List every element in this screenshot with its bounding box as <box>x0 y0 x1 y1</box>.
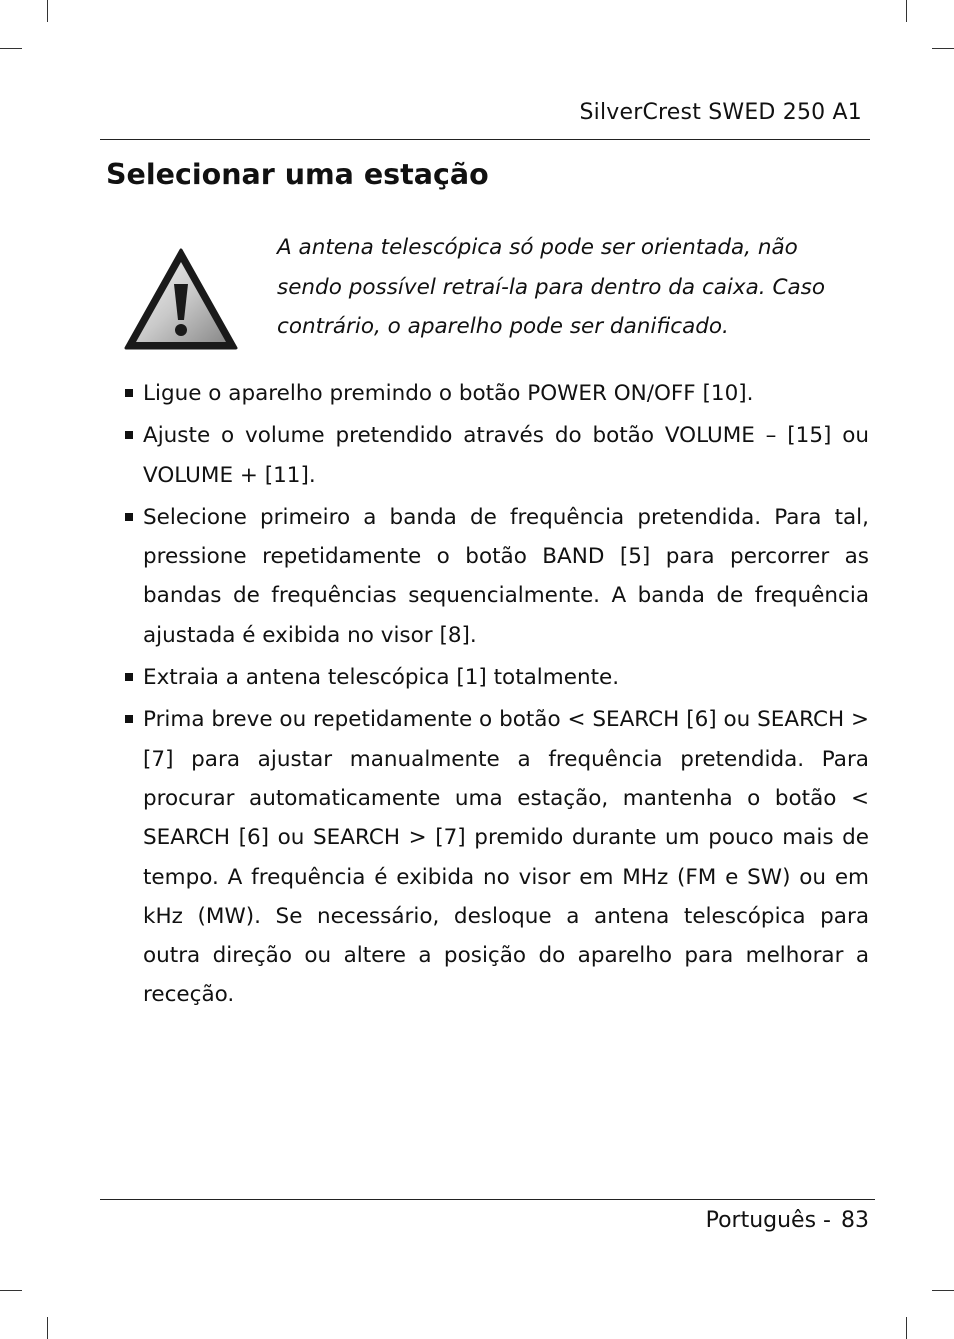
list-item <box>124 416 869 495</box>
footer <box>706 1208 869 1233</box>
bullet-square-icon <box>125 431 133 439</box>
crop-mark <box>932 48 954 49</box>
crop-mark <box>906 1317 907 1339</box>
bullet-square-icon <box>125 389 133 397</box>
bullet-square-icon <box>125 513 133 521</box>
bullet-square-icon <box>125 673 133 681</box>
crop-mark <box>932 1290 954 1291</box>
crop-mark <box>47 0 48 22</box>
crop-mark <box>47 1317 48 1339</box>
list-item-text: Extraia a antena telescópica [1] totalmente. <box>143 665 620 691</box>
crop-mark <box>906 0 907 22</box>
crop-mark <box>0 1290 22 1291</box>
warning-text: A antena telescópica só pode ser orientada, não sendo possível retraí-la para dentro da caixa. Caso contrário, o aparelho pode ser danificado. <box>277 235 826 339</box>
list-item-text: Ajuste o volume pretendido através do botão VOLUME – [15] ou VOLUME + [11]. <box>143 423 869 488</box>
list-item <box>124 374 869 413</box>
list-item <box>124 700 869 1014</box>
list-item-text: Ligue o aparelho premindo o botão POWER ON/OFF [10]. <box>143 381 754 406</box>
list-item-text: Selecione primeiro a banda de frequência pretendida. Para tal, pressione repetidamente o botão BAND [5] para percorrer as bandas de frequências sequencialmente. A banda de frequência ajustada é exibida no visor [8]. <box>143 504 869 648</box>
bullet-square-icon <box>125 715 133 723</box>
footer-language: Português - <box>705 1208 831 1233</box>
list-item-text: Prima breve ou repetidamente o botão < SEARCH [6] ou SEARCH > [7] para ajustar manualmente a frequência pretendida. Para procurar automaticamente uma estação, mantenha o botão < SEARCH [6] ou SEARCH > [7] premido durante um pouco mais de tempo. A frequência é exibida no visor em MHz (FM e SW) ou em kHz (MW). Se necessário, desloque a antena telescópica para outra direção ou altere a posição do aparelho para melhorar a receção. <box>143 707 869 1008</box>
footer-rule <box>100 1199 875 1200</box>
header-product-name: SilverCrest SWED 250 A1 <box>579 100 862 125</box>
page-number: 83 <box>841 1208 869 1233</box>
section-title: Selecionar uma estação <box>106 158 489 191</box>
list-item <box>124 658 869 697</box>
instruction-list <box>124 374 869 1018</box>
warning-triangle-icon <box>124 248 238 351</box>
crop-mark <box>0 48 22 49</box>
list-item <box>124 498 869 655</box>
header-rule <box>100 139 870 140</box>
